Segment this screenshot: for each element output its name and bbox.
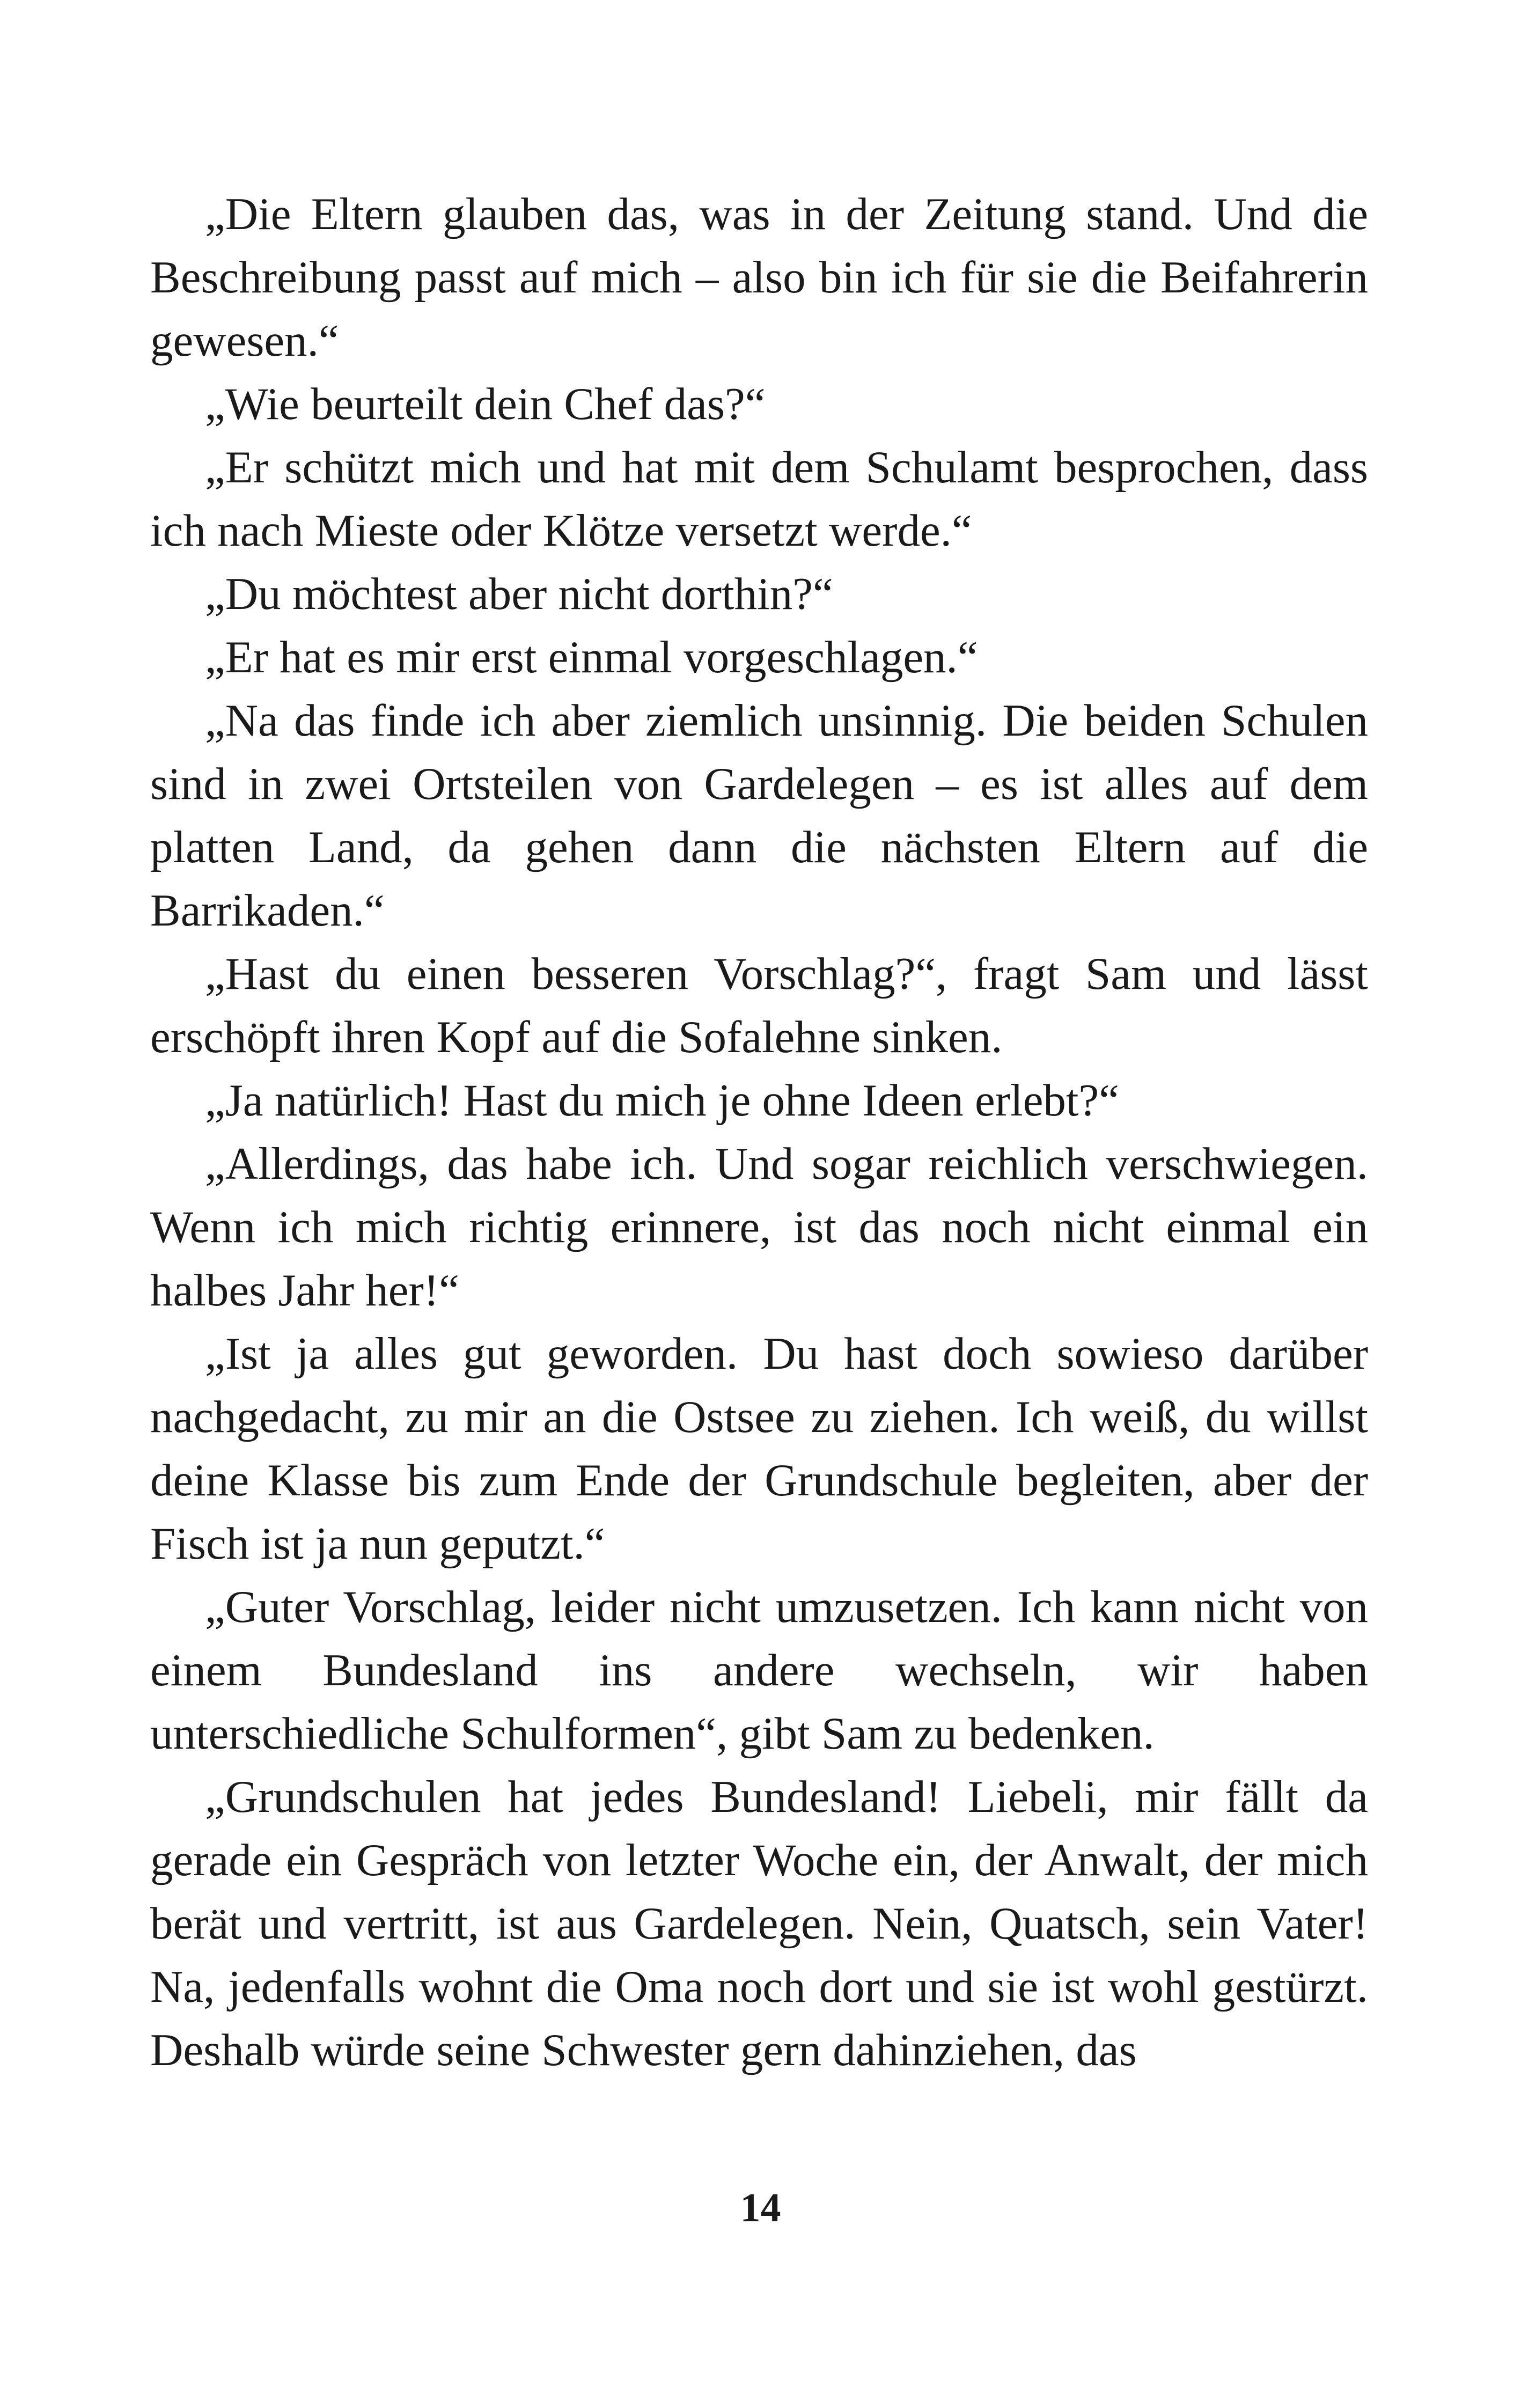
- paragraph-10: „Ist ja alles gut geworden. Du hast doch sowieso darüber nachgedacht, zu mir an die Ostsee zu ziehen. Ich weiß, du willst deine Klasse bis zum Ende der Grundschule begleiten, aber der Fisch ist ja nun geputzt.“: [150, 1328, 1368, 1569]
- page-body: [150, 182, 1368, 2082]
- paragraph-3: „Er schützt mich und hat mit dem Schulamt besprochen, dass ich nach Mieste oder Klötze versetzt werde.“: [150, 442, 1368, 556]
- paragraph-9: „Allerdings, das habe ich. Und sogar reichlich verschwiegen. Wenn ich mich richtig erinnere, ist das noch nicht einmal ein halbes Jahr her!“: [150, 1139, 1368, 1316]
- paragraph-4: „Du möchtest aber nicht dorthin?“: [205, 569, 833, 619]
- paragraph-5: „Er hat es mir erst einmal vorgeschlagen.“: [205, 632, 978, 682]
- paragraph-6: „Na das finde ich aber ziemlich unsinnig. Die beiden Schulen sind in zwei Ortsteilen von Gardelegen – es ist alles auf dem platten Land, da gehen dann die nächsten Eltern auf die Barrikaden.“: [150, 695, 1368, 936]
- paragraph-1: „Die Eltern glauben das, was in der Zeitung stand. Und die Beschreibung passt auf mich – also bin ich für sie die Beifahrerin gewesen.“: [150, 189, 1368, 366]
- paragraph-8: „Ja natürlich! Hast du mich je ohne Ideen erlebt?“: [205, 1075, 1119, 1126]
- paragraph-7: „Hast du einen besseren Vorschlag?“, fragt Sam und lässt erschöpft ihren Kopf auf die Sofalehne sinken.: [150, 949, 1368, 1062]
- paragraph-11: „Guter Vorschlag, leider nicht umzusetzen. Ich kann nicht von einem Bundesland ins andere wechseln, wir haben unterschiedliche Schulformen“, gibt Sam zu bedenken.: [150, 1582, 1368, 1759]
- paragraph-2: „Wie beurteilt dein Chef das?“: [205, 379, 766, 429]
- paragraph-12: „Grundschulen hat jedes Bundesland! Liebeli, mir fällt da gerade ein Gespräch von letzter Woche ein, der Anwalt, der mich berät und vertritt, ist aus Gardelegen. Nein, Quatsch, sein Vater! Na, jedenfalls wohnt die Oma noch dort und sie ist wohl gestürzt. Deshalb würde seine Schwester gern dahinziehen, das: [150, 1772, 1368, 2075]
- page-number: 14: [740, 2185, 781, 2230]
